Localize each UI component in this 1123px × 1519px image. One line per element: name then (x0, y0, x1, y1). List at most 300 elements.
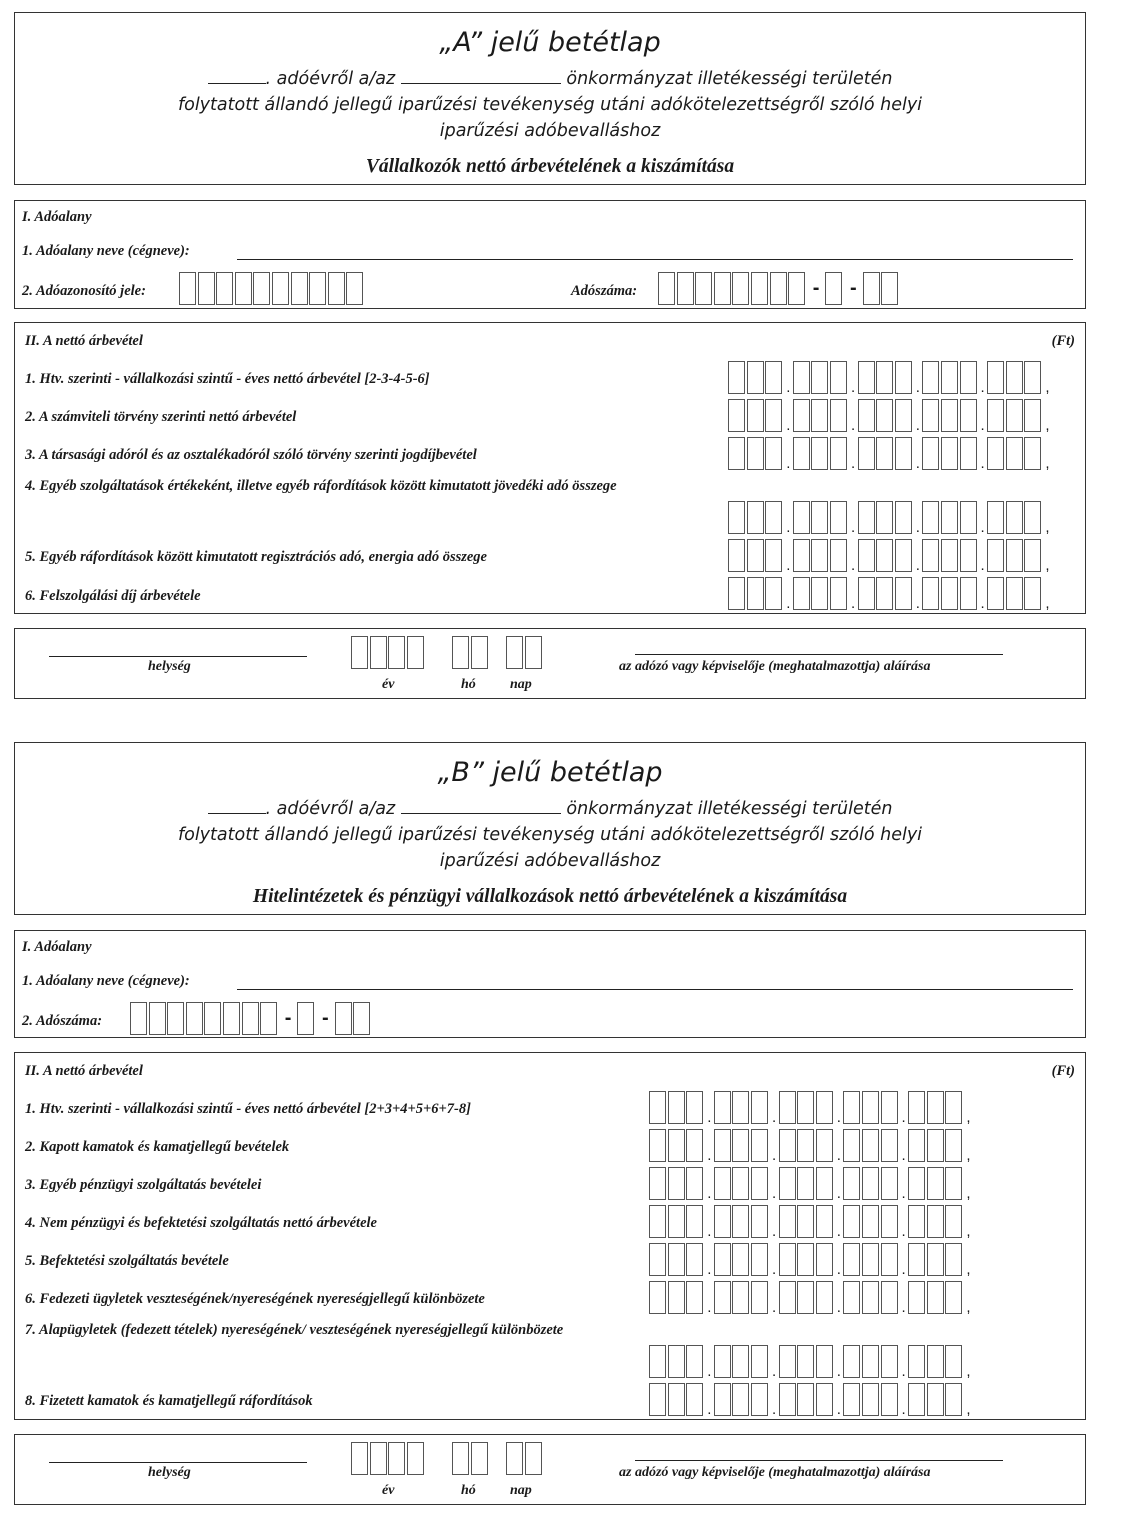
digit-cell[interactable] (1024, 577, 1041, 610)
amount-field[interactable] (728, 398, 1052, 432)
sheet-b-place-field[interactable] (49, 1462, 307, 1463)
digit-cell[interactable] (811, 501, 828, 534)
digit-cell[interactable] (204, 1002, 221, 1035)
digit-cell[interactable] (728, 437, 745, 470)
digit-cell[interactable] (793, 399, 810, 432)
thousands-separator: . (850, 417, 856, 434)
digit-cell[interactable] (908, 1281, 925, 1314)
digit-cell[interactable] (747, 501, 764, 534)
digit-cell[interactable] (816, 1345, 833, 1378)
digit-cell[interactable] (765, 361, 782, 394)
digit-cell[interactable] (862, 1205, 879, 1238)
digit-cell[interactable] (858, 437, 875, 470)
digit-cell[interactable] (714, 1345, 731, 1378)
digit-cell[interactable] (797, 1383, 814, 1416)
digit-cell[interactable] (658, 272, 675, 305)
digit-cell[interactable] (732, 1345, 749, 1378)
digit-cell[interactable] (167, 1002, 184, 1035)
municipality-blank[interactable] (401, 799, 561, 814)
digit-cell[interactable] (881, 1383, 898, 1416)
digit-cell[interactable] (922, 501, 939, 534)
sheet-b-year-label: év (382, 1483, 395, 1498)
digit-cell[interactable] (253, 272, 270, 305)
amount-field[interactable] (728, 500, 1052, 534)
digit-cell[interactable] (797, 1281, 814, 1314)
digit-cell[interactable] (351, 1442, 368, 1475)
sheet-b-name-label: 1. Adóalany neve (cégneve): (22, 973, 190, 989)
municipality-blank[interactable] (401, 69, 561, 84)
digit-cell[interactable] (765, 437, 782, 470)
digit-cell[interactable] (960, 361, 977, 394)
digit-cell[interactable] (830, 539, 847, 572)
digit-cell[interactable] (830, 577, 847, 610)
digit-cell[interactable] (876, 539, 893, 572)
digit-cell[interactable] (668, 1091, 685, 1124)
digit-cell[interactable] (1024, 501, 1041, 534)
digit-cell[interactable] (862, 1243, 879, 1276)
digit-cell[interactable] (714, 1091, 731, 1124)
digit-cell[interactable] (649, 1383, 666, 1416)
digit-cell[interactable] (1006, 361, 1023, 394)
digit-cell[interactable] (747, 399, 764, 432)
digit-cell[interactable] (765, 399, 782, 432)
digit-cell[interactable] (797, 1205, 814, 1238)
digit-cell[interactable] (908, 1091, 925, 1124)
digit-cell[interactable] (695, 272, 712, 305)
thousands-separator: . (901, 1299, 906, 1316)
digit-cell[interactable] (223, 1002, 240, 1035)
digit-cell[interactable] (668, 1167, 685, 1200)
amount-field[interactable] (649, 1090, 973, 1124)
digit-cell[interactable] (388, 636, 405, 669)
digit-cell[interactable] (843, 1129, 860, 1162)
digit-cell[interactable] (751, 1167, 768, 1200)
digit-cell[interactable] (1006, 539, 1023, 572)
digit-cell[interactable] (471, 636, 488, 669)
digit-cell[interactable] (830, 361, 847, 394)
digit-cell[interactable] (811, 399, 828, 432)
digit-cell[interactable] (843, 1345, 860, 1378)
digit-cell[interactable] (858, 399, 875, 432)
digit-cell[interactable] (779, 1091, 796, 1124)
digit-cell[interactable] (927, 1167, 944, 1200)
digit-cell[interactable] (793, 539, 810, 572)
digit-cell[interactable] (941, 577, 958, 610)
digit-cell[interactable] (353, 1002, 370, 1035)
digit-cell[interactable] (714, 1205, 731, 1238)
sheet-b-name-field[interactable] (237, 989, 1073, 990)
digit-cell[interactable] (922, 361, 939, 394)
digit-cell[interactable] (1006, 577, 1023, 610)
digit-cell[interactable] (747, 361, 764, 394)
digit-cell[interactable] (370, 636, 387, 669)
digit-cell[interactable] (732, 272, 749, 305)
digit-cell[interactable] (811, 577, 828, 610)
digit-cell[interactable] (922, 577, 939, 610)
digit-cell[interactable] (816, 1091, 833, 1124)
digit-cell[interactable] (728, 361, 745, 394)
digit-cell[interactable] (242, 1002, 259, 1035)
amount-field[interactable] (649, 1204, 973, 1238)
digit-cell[interactable] (291, 272, 308, 305)
digit-cell[interactable] (714, 1281, 731, 1314)
digit-cell[interactable] (297, 1002, 314, 1035)
digit-cell[interactable] (830, 399, 847, 432)
digit-cell[interactable] (728, 577, 745, 610)
digit-cell[interactable] (1024, 361, 1041, 394)
digit-cell[interactable] (876, 437, 893, 470)
sheet-b-signature-field[interactable] (635, 1460, 1003, 1461)
digit-cell[interactable] (843, 1383, 860, 1416)
digit-cell[interactable] (668, 1205, 685, 1238)
digit-cell[interactable] (779, 1167, 796, 1200)
digit-cell[interactable] (779, 1129, 796, 1162)
digit-cell[interactable] (797, 1167, 814, 1200)
digit-cell[interactable] (825, 272, 842, 305)
amount-field[interactable] (649, 1242, 973, 1276)
digit-cell[interactable] (732, 1281, 749, 1314)
digit-cell[interactable] (149, 1002, 166, 1035)
digit-cell[interactable] (751, 1243, 768, 1276)
digit-cell[interactable] (335, 1002, 352, 1035)
digit-cell[interactable] (895, 577, 912, 610)
digit-cell[interactable] (751, 1205, 768, 1238)
digit-cell[interactable] (1024, 539, 1041, 572)
digit-cell[interactable] (346, 272, 363, 305)
digit-cell[interactable] (668, 1281, 685, 1314)
digit-cell[interactable] (714, 272, 731, 305)
digit-cell[interactable] (843, 1205, 860, 1238)
digit-cell[interactable] (927, 1281, 944, 1314)
digit-cell[interactable] (506, 1442, 523, 1475)
amount-field[interactable] (728, 576, 1052, 610)
digit-cell[interactable] (765, 539, 782, 572)
digit-cell[interactable] (987, 501, 1004, 534)
digit-cell[interactable] (858, 539, 875, 572)
digit-cell[interactable] (649, 1243, 666, 1276)
digit-cell[interactable] (945, 1281, 962, 1314)
digit-cell[interactable] (797, 1345, 814, 1378)
digit-cell[interactable] (732, 1129, 749, 1162)
sheet-a-taxno-cells[interactable] (658, 271, 900, 305)
digit-cell[interactable] (941, 501, 958, 534)
digit-cell[interactable] (765, 577, 782, 610)
digit-cell[interactable] (649, 1129, 666, 1162)
digit-cell[interactable] (260, 1002, 277, 1035)
digit-cell[interactable] (816, 1129, 833, 1162)
digit-cell[interactable] (328, 272, 345, 305)
sheet-a-place-field[interactable] (49, 656, 307, 657)
digit-cell[interactable] (908, 1129, 925, 1162)
digit-cell[interactable] (927, 1345, 944, 1378)
digit-cell[interactable] (732, 1167, 749, 1200)
amount-field[interactable] (649, 1166, 973, 1200)
digit-cell[interactable] (960, 577, 977, 610)
digit-cell[interactable] (1006, 399, 1023, 432)
digit-cell[interactable] (927, 1129, 944, 1162)
digit-cell[interactable] (130, 1002, 147, 1035)
sheet-a-name-field[interactable] (237, 259, 1073, 260)
digit-cell[interactable] (793, 577, 810, 610)
amount-field[interactable] (649, 1382, 973, 1416)
digit-cell[interactable] (788, 272, 805, 305)
digit-cell[interactable] (714, 1383, 731, 1416)
digit-cell[interactable] (797, 1243, 814, 1276)
digit-cell[interactable] (811, 437, 828, 470)
digit-cell[interactable] (686, 1281, 703, 1314)
digit-cell[interactable] (987, 577, 1004, 610)
digit-cell[interactable] (779, 1205, 796, 1238)
digit-cell[interactable] (407, 636, 424, 669)
digit-cell[interactable] (862, 1281, 879, 1314)
digit-cell[interactable] (525, 636, 542, 669)
digit-cell[interactable] (927, 1205, 944, 1238)
sheet-a-year-cells[interactable] (351, 635, 425, 669)
digit-cell[interactable] (987, 437, 1004, 470)
digit-cell[interactable] (525, 1442, 542, 1475)
digit-cell[interactable] (816, 1243, 833, 1276)
sheet-a-taxid-cells[interactable] (179, 271, 365, 305)
digit-cell[interactable] (686, 1091, 703, 1124)
digit-cell[interactable] (779, 1281, 796, 1314)
digit-cell[interactable] (881, 272, 898, 305)
digit-cell[interactable] (908, 1345, 925, 1378)
digit-cell[interactable] (732, 1091, 749, 1124)
digit-cell[interactable] (770, 272, 787, 305)
digit-cell[interactable] (728, 399, 745, 432)
digit-cell[interactable] (816, 1205, 833, 1238)
digit-cell[interactable] (1024, 437, 1041, 470)
digit-cell[interactable] (811, 361, 828, 394)
digit-cell[interactable] (732, 1205, 749, 1238)
digit-cell[interactable] (370, 1442, 387, 1475)
digit-cell[interactable] (862, 1383, 879, 1416)
digit-cell[interactable] (747, 577, 764, 610)
digit-cell[interactable] (751, 1129, 768, 1162)
digit-cell[interactable] (945, 1345, 962, 1378)
digit-cell[interactable] (198, 272, 215, 305)
thousands-separator: . (980, 557, 985, 574)
digit-cell[interactable] (895, 399, 912, 432)
digit-cell[interactable] (908, 1167, 925, 1200)
digit-cell[interactable] (179, 272, 196, 305)
amount-field[interactable] (649, 1128, 973, 1162)
digit-cell[interactable] (714, 1167, 731, 1200)
digit-cell[interactable] (876, 501, 893, 534)
digit-cell[interactable] (309, 272, 326, 305)
amount-field[interactable] (728, 360, 1052, 394)
digit-cell[interactable] (922, 399, 939, 432)
digit-cell[interactable] (941, 437, 958, 470)
digit-cell[interactable] (728, 539, 745, 572)
sheet-b-day-cells[interactable] (506, 1441, 543, 1475)
digit-cell[interactable] (843, 1091, 860, 1124)
thousands-separator: . (915, 417, 920, 434)
digit-cell[interactable] (732, 1383, 749, 1416)
digit-cell[interactable] (927, 1383, 944, 1416)
digit-cell[interactable] (862, 1091, 879, 1124)
amount-field[interactable] (728, 436, 1052, 470)
digit-cell[interactable] (843, 1167, 860, 1200)
digit-cell[interactable] (649, 1167, 666, 1200)
digit-cell[interactable] (686, 1129, 703, 1162)
digit-cell[interactable] (862, 1345, 879, 1378)
digit-cell[interactable] (941, 399, 958, 432)
digit-cell[interactable] (876, 399, 893, 432)
digit-cell[interactable] (668, 1345, 685, 1378)
sheet-a-day-cells[interactable] (506, 635, 543, 669)
digit-cell[interactable] (881, 1281, 898, 1314)
digit-cell[interactable] (881, 1243, 898, 1276)
digit-cell[interactable] (987, 399, 1004, 432)
digit-cell[interactable] (960, 501, 977, 534)
digit-cell[interactable] (960, 539, 977, 572)
amount-field[interactable] (649, 1344, 973, 1378)
digit-cell[interactable] (779, 1345, 796, 1378)
digit-cell[interactable] (945, 1205, 962, 1238)
dash-separator: - (284, 1006, 292, 1029)
digit-cell[interactable] (876, 361, 893, 394)
digit-cell[interactable] (668, 1383, 685, 1416)
sheet-b-month-cells[interactable] (452, 1441, 489, 1475)
digit-cell[interactable] (858, 501, 875, 534)
digit-cell[interactable] (747, 539, 764, 572)
digit-cell[interactable] (235, 272, 252, 305)
digit-cell[interactable] (452, 636, 469, 669)
digit-cell[interactable] (649, 1091, 666, 1124)
digit-cell[interactable] (779, 1243, 796, 1276)
digit-cell[interactable] (452, 1442, 469, 1475)
digit-cell[interactable] (751, 272, 768, 305)
digit-cell[interactable] (732, 1243, 749, 1276)
digit-cell[interactable] (908, 1383, 925, 1416)
digit-cell[interactable] (881, 1205, 898, 1238)
digit-cell[interactable] (922, 437, 939, 470)
digit-cell[interactable] (714, 1129, 731, 1162)
digit-cell[interactable] (779, 1383, 796, 1416)
digit-cell[interactable] (816, 1167, 833, 1200)
digit-cell[interactable] (811, 539, 828, 572)
digit-cell[interactable] (668, 1129, 685, 1162)
digit-cell[interactable] (272, 272, 289, 305)
digit-cell[interactable] (843, 1243, 860, 1276)
digit-cell[interactable] (751, 1345, 768, 1378)
digit-cell[interactable] (649, 1281, 666, 1314)
digit-cell[interactable] (351, 636, 368, 669)
digit-cell[interactable] (858, 577, 875, 610)
digit-cell[interactable] (471, 1442, 488, 1475)
digit-cell[interactable] (1006, 501, 1023, 534)
digit-cell[interactable] (714, 1243, 731, 1276)
digit-cell[interactable] (186, 1002, 203, 1035)
digit-cell[interactable] (1006, 437, 1023, 470)
digit-cell[interactable] (793, 361, 810, 394)
digit-cell[interactable] (945, 1243, 962, 1276)
digit-cell[interactable] (945, 1091, 962, 1124)
digit-cell[interactable] (751, 1281, 768, 1314)
sheet-b-year-cells[interactable] (351, 1441, 425, 1475)
digit-cell[interactable] (843, 1281, 860, 1314)
digit-cell[interactable] (945, 1129, 962, 1162)
digit-cell[interactable] (793, 501, 810, 534)
digit-cell[interactable] (862, 1167, 879, 1200)
sheet-a-header-line2: folytatott állandó jellegű iparűzési tevékenység utáni adókötelezettségről szóló helyi (177, 95, 923, 115)
digit-cell[interactable] (941, 361, 958, 394)
digit-cell[interactable] (668, 1243, 685, 1276)
digit-cell[interactable] (797, 1091, 814, 1124)
sheet-a-taxpayer-box (14, 200, 1086, 309)
digit-cell[interactable] (686, 1243, 703, 1276)
digit-cell[interactable] (895, 539, 912, 572)
digit-cell[interactable] (945, 1383, 962, 1416)
digit-cell[interactable] (751, 1383, 768, 1416)
digit-cell[interactable] (686, 1383, 703, 1416)
sheet-a-month-cells[interactable] (452, 635, 489, 669)
digit-cell[interactable] (945, 1167, 962, 1200)
digit-cell[interactable] (862, 1129, 879, 1162)
digit-cell[interactable] (881, 1091, 898, 1124)
digit-cell[interactable] (793, 437, 810, 470)
digit-cell[interactable] (765, 501, 782, 534)
sheet-b-taxno-cells[interactable] (130, 1001, 372, 1035)
digit-cell[interactable] (908, 1205, 925, 1238)
year-blank[interactable] (208, 799, 266, 814)
digit-cell[interactable] (895, 437, 912, 470)
digit-cell[interactable] (858, 361, 875, 394)
digit-cell[interactable] (881, 1167, 898, 1200)
digit-cell[interactable] (960, 437, 977, 470)
digit-cell[interactable] (797, 1129, 814, 1162)
digit-cell[interactable] (927, 1091, 944, 1124)
digit-cell[interactable] (863, 272, 880, 305)
digit-cell[interactable] (649, 1205, 666, 1238)
digit-cell[interactable] (895, 361, 912, 394)
year-blank[interactable] (208, 69, 266, 84)
digit-cell[interactable] (960, 399, 977, 432)
digit-cell[interactable] (908, 1243, 925, 1276)
digit-cell[interactable] (816, 1281, 833, 1314)
digit-cell[interactable] (677, 272, 694, 305)
digit-cell[interactable] (686, 1205, 703, 1238)
digit-cell[interactable] (941, 539, 958, 572)
digit-cell[interactable] (649, 1345, 666, 1378)
digit-cell[interactable] (506, 636, 523, 669)
digit-cell[interactable] (816, 1383, 833, 1416)
digit-cell[interactable] (1024, 399, 1041, 432)
digit-cell[interactable] (876, 577, 893, 610)
digit-cell[interactable] (895, 501, 912, 534)
digit-cell[interactable] (686, 1345, 703, 1378)
amount-field[interactable] (649, 1280, 973, 1314)
digit-cell[interactable] (407, 1442, 424, 1475)
digit-cell[interactable] (751, 1091, 768, 1124)
digit-cell[interactable] (686, 1167, 703, 1200)
amount-field[interactable] (728, 538, 1052, 572)
digit-cell[interactable] (927, 1243, 944, 1276)
digit-cell[interactable] (216, 272, 233, 305)
digit-cell[interactable] (830, 501, 847, 534)
digit-cell[interactable] (922, 539, 939, 572)
digit-cell[interactable] (830, 437, 847, 470)
digit-cell[interactable] (987, 539, 1004, 572)
digit-cell[interactable] (388, 1442, 405, 1475)
digit-cell[interactable] (881, 1345, 898, 1378)
digit-cell[interactable] (881, 1129, 898, 1162)
digit-cell[interactable] (987, 361, 1004, 394)
sheet-a-signature-field[interactable] (635, 654, 1003, 655)
digit-cell[interactable] (747, 437, 764, 470)
digit-cell[interactable] (728, 501, 745, 534)
